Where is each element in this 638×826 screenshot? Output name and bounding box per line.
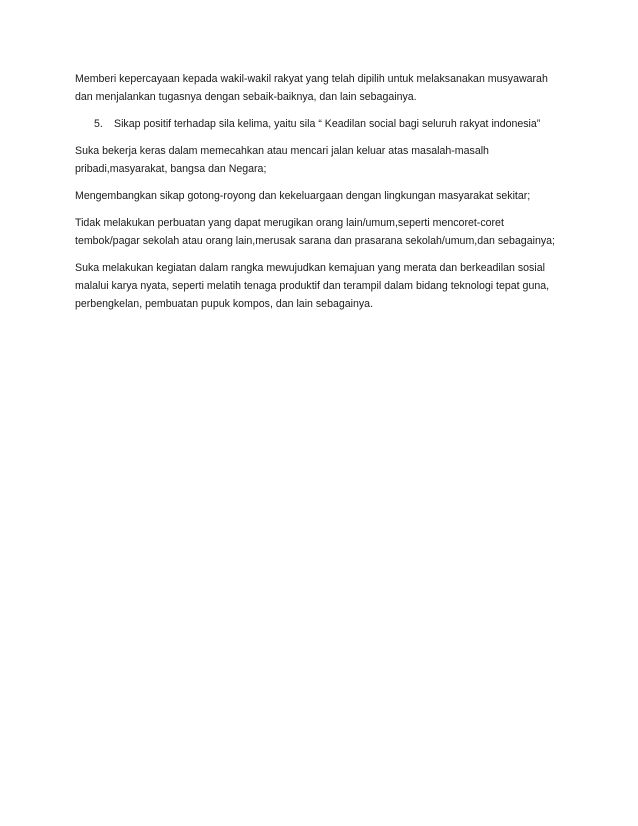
paragraph-gotong-royong (75, 187, 565, 205)
text-line: Suka melakukan kegiatan dalam rangka mewujudkan kemajuan yang merata dan berkeadilan sosial (75, 262, 545, 274)
paragraph-tidak-merugikan (75, 214, 565, 250)
text-line: Tidak melakukan perbuatan yang dapat merugikan orang lain/umum,seperti mencoret-coret (75, 217, 504, 229)
paragraph-suka-bekerja-keras (75, 142, 565, 178)
paragraph-memberi-kepercayaan (75, 70, 565, 106)
list-item-5 (75, 115, 565, 133)
text-line: pribadi,masyarakat, bangsa dan Negara; (75, 163, 267, 175)
document-body (75, 70, 565, 322)
text-line: tembok/pagar sekolah atau orang lain,merusak sarana dan prasarana sekolah/umum,dan sebagainya; (75, 235, 555, 247)
text-line: Mengembangkan sikap gotong-royong dan kekeluargaan dengan lingkungan masyarakat sekitar; (75, 190, 531, 202)
text-line: dan menjalankan tugasnya dengan sebaik-baiknya, dan lain sebagainya. (75, 91, 417, 103)
list-number: 5. (94, 118, 103, 130)
paragraph-kemajuan-merata (75, 259, 565, 313)
list-item-text: Sikap positif terhadap sila kelima, yaitu sila “ Keadilan social bagi seluruh rakyat indonesia” (114, 118, 541, 130)
text-line: malalui karya nyata, seperti melatih tenaga produktif dan terampil dalam bidang teknologi tepat guna, (75, 280, 550, 292)
text-line: Suka bekerja keras dalam memecahkan atau mencari jalan keluar atas masalah-masalh (75, 145, 489, 157)
text-line: Memberi kepercayaan kepada wakil-wakil rakyat yang telah dipilih untuk melaksanakan musyawarah (75, 73, 548, 85)
text-line: perbengkelan, pembuatan pupuk kompos, dan lain sebagainya. (75, 298, 374, 310)
